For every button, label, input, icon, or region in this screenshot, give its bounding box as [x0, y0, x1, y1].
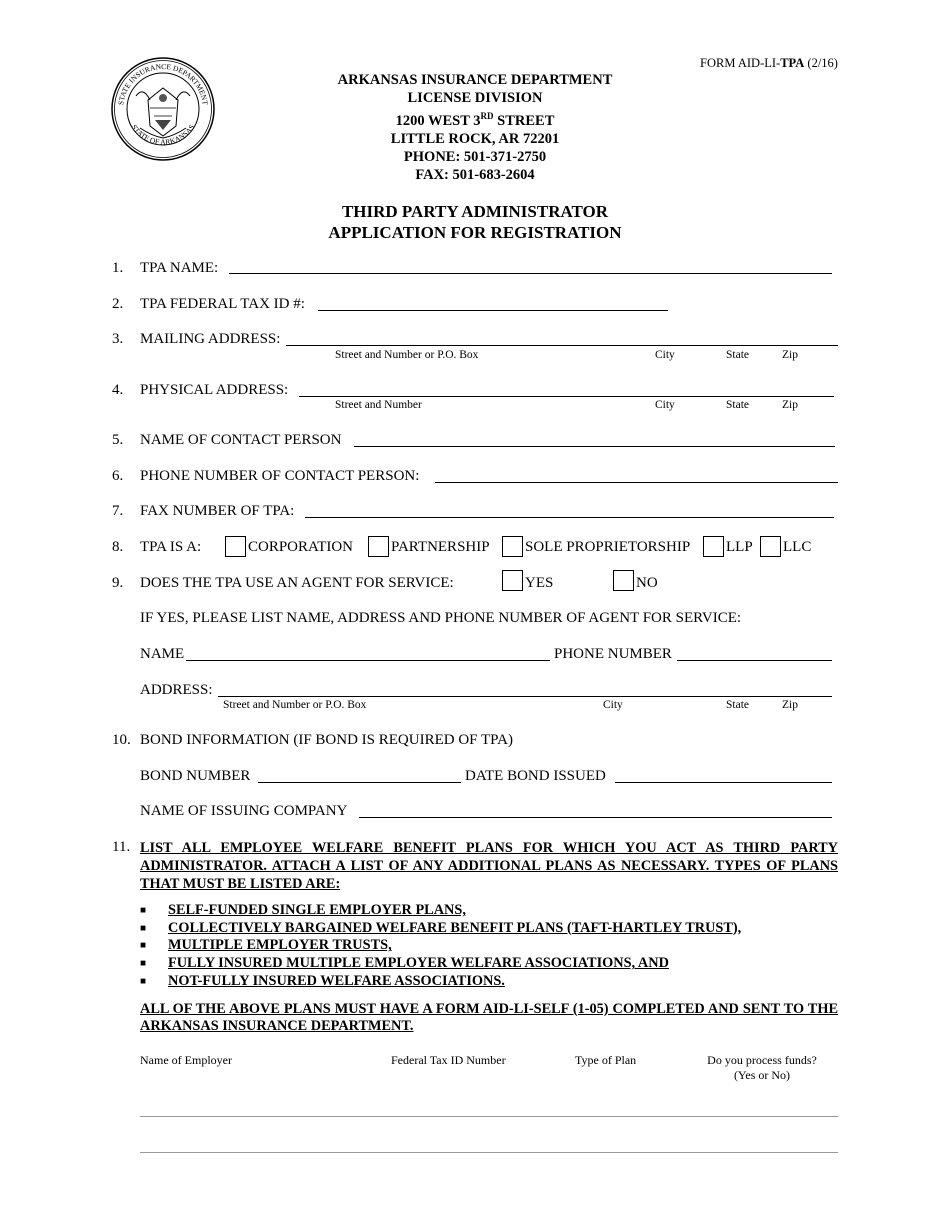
item-number-8: 8. [112, 539, 124, 555]
agent-address-field[interactable] [218, 696, 832, 697]
sub-state: State [726, 349, 749, 361]
bullet-icon: ■ [140, 922, 147, 934]
col-process-funds-header: Do you process funds? (Yes or No) [707, 1053, 817, 1082]
department-name: ARKANSAS INSURANCE DEPARTMENT [337, 72, 613, 88]
mailing-address-label: MAILING ADDRESS: [140, 331, 281, 347]
sub-city: City [655, 349, 675, 361]
agent-no-checkbox[interactable] [613, 570, 634, 591]
issuing-company-label: NAME OF ISSUING COMPANY [140, 803, 348, 819]
bond-date-label: DATE BOND ISSUED [465, 768, 606, 784]
physical-address-label: PHYSICAL ADDRESS: [140, 382, 289, 398]
contact-person-field[interactable] [354, 446, 835, 447]
svg-text:STATE INSURANCE DEPARTMENT: STATE INSURANCE DEPARTMENT [116, 61, 210, 106]
item-number-6: 6. [112, 468, 124, 484]
list-item: ■ NOT-FULLY INSURED WELFARE ASSOCIATIONS. [140, 972, 505, 989]
tpa-name-label: TPA NAME: [140, 260, 219, 276]
sole-proprietorship-label: SOLE PROPRIETORSHIP [525, 539, 691, 555]
agent-phone-field[interactable] [677, 660, 832, 661]
sub-zip: Zip [782, 349, 798, 361]
sub-zip: Zip [782, 399, 798, 411]
physical-address-field[interactable] [299, 396, 834, 397]
item-number-9: 9. [112, 575, 124, 591]
agent-question-label: DOES THE TPA USE AN AGENT FOR SERVICE: [140, 575, 454, 591]
agent-instructions: IF YES, PLEASE LIST NAME, ADDRESS AND PHONE NUMBER OF AGENT FOR SERVICE: [140, 610, 742, 626]
phone: PHONE: 501-371-2750 [403, 148, 547, 165]
bullet-icon: ■ [140, 975, 147, 987]
issuing-company-field[interactable] [359, 817, 832, 818]
item-number-2: 2. [112, 296, 124, 312]
plan-entry-row[interactable] [140, 1116, 838, 1117]
sub-street: Street and Number [335, 399, 422, 411]
division-name: LICENSE DIVISION [407, 90, 543, 106]
agent-name-field[interactable] [186, 660, 550, 661]
mailing-address-field[interactable] [286, 345, 838, 346]
agent-phone-label: PHONE NUMBER [554, 646, 672, 662]
llc-checkbox[interactable] [760, 536, 781, 557]
agent-yes-checkbox[interactable] [502, 570, 523, 591]
department-header [0, 71, 950, 184]
tpa-name-field[interactable] [229, 273, 832, 274]
bullet-icon: ■ [140, 905, 147, 916]
sub-street: Street and Number or P.O. Box [223, 699, 367, 711]
bullet-icon: ■ [140, 940, 147, 952]
item-number-4: 4. [112, 382, 124, 398]
agent-yes-label: YES [525, 575, 554, 591]
street-address: 1200 WEST 3RD STREET [395, 111, 555, 129]
bond-number-label: BOND NUMBER [140, 768, 251, 784]
contact-phone-label: PHONE NUMBER OF CONTACT PERSON: [140, 468, 420, 484]
plan-entry-row[interactable] [140, 1152, 838, 1153]
list-item: ■ SELF-FUNDED SINGLE EMPLOYER PLANS, [140, 902, 466, 918]
llp-checkbox[interactable] [703, 536, 724, 557]
partnership-label: PARTNERSHIP [391, 539, 490, 555]
fax: FAX: 501-683-2604 [415, 166, 535, 183]
item-number-1: 1. [112, 260, 124, 276]
llp-label: LLP [726, 539, 753, 555]
col-taxid-header: Federal Tax ID Number [391, 1053, 506, 1067]
sub-state: State [726, 399, 749, 411]
llc-label: LLC [783, 539, 812, 555]
form-requirement-note: ALL OF THE ABOVE PLANS MUST HAVE A FORM AID-LI-SELF (1-05) COMPLETED AND SENT TO THE ARKANSAS INSURANCE DEPARTMENT. [140, 1001, 838, 1034]
sub-city: City [655, 399, 675, 411]
item-number-10: 10. [112, 732, 131, 748]
list-item: ■ FULLY INSURED MULTIPLE EMPLOYER WELFARE ASSOCIATIONS, AND [140, 955, 669, 972]
plans-instruction: LIST ALL EMPLOYEE WELFARE BENEFIT PLANS FOR WHICH YOU ACT AS THIRD PARTY ADMINISTRATOR. ATTACH A LIST OF ANY ADDITIONAL PLANS AS NECESSARY. TYPES OF PLANS THAT MUST BE LISTED ARE: [140, 840, 838, 892]
sub-state: State [726, 699, 749, 711]
sole-proprietorship-checkbox[interactable] [502, 536, 523, 557]
sub-street: Street and Number or P.O. Box [335, 349, 479, 361]
fax-number-field[interactable] [305, 517, 834, 518]
col-plan-type-header: Type of Plan [575, 1053, 637, 1067]
partnership-checkbox[interactable] [368, 536, 389, 557]
agent-name-label: NAME [140, 646, 185, 662]
tax-id-field[interactable] [318, 310, 668, 311]
agent-address-label: ADDRESS: [140, 682, 213, 698]
svg-text:STATE OF ARKANSAS: STATE OF ARKANSAS [129, 122, 197, 147]
list-item: ■ COLLECTIVELY BARGAINED WELFARE BENEFIT PLANS (TAFT-HARTLEY TRUST), [140, 919, 742, 936]
contact-person-label: NAME OF CONTACT PERSON [140, 432, 342, 448]
city-address: LITTLE ROCK, AR 72201 [390, 130, 560, 147]
corporation-label: CORPORATION [248, 539, 354, 555]
tax-id-label: TPA FEDERAL TAX ID #: [140, 296, 305, 312]
bullet-icon: ■ [140, 958, 147, 970]
bond-info-label: BOND INFORMATION (IF BOND IS REQUIRED OF TPA) [140, 732, 513, 748]
form-number: FORM AID-LI-TPA (2/16) [700, 56, 838, 70]
item-number-11: 11. [112, 839, 131, 855]
bond-number-field[interactable] [258, 782, 461, 783]
fax-number-label: FAX NUMBER OF TPA: [140, 503, 295, 519]
item-number-7: 7. [112, 503, 124, 519]
list-item: ■ MULTIPLE EMPLOYER TRUSTS, [140, 937, 392, 954]
corporation-checkbox[interactable] [225, 536, 246, 557]
sub-zip: Zip [782, 699, 798, 711]
item-number-5: 5. [112, 432, 124, 448]
contact-phone-field[interactable] [435, 482, 838, 483]
col-employer-header: Name of Employer [140, 1053, 232, 1067]
plan-types-list [140, 902, 741, 991]
tpa-type-label: TPA IS A: [140, 539, 202, 555]
form-title: THIRD PARTY ADMINISTRATOR APPLICATION FOR REGISTRATION [328, 202, 622, 242]
sub-city: City [603, 699, 623, 711]
bond-date-field[interactable] [615, 782, 832, 783]
agent-no-label: NO [636, 575, 658, 591]
item-number-3: 3. [112, 331, 124, 347]
